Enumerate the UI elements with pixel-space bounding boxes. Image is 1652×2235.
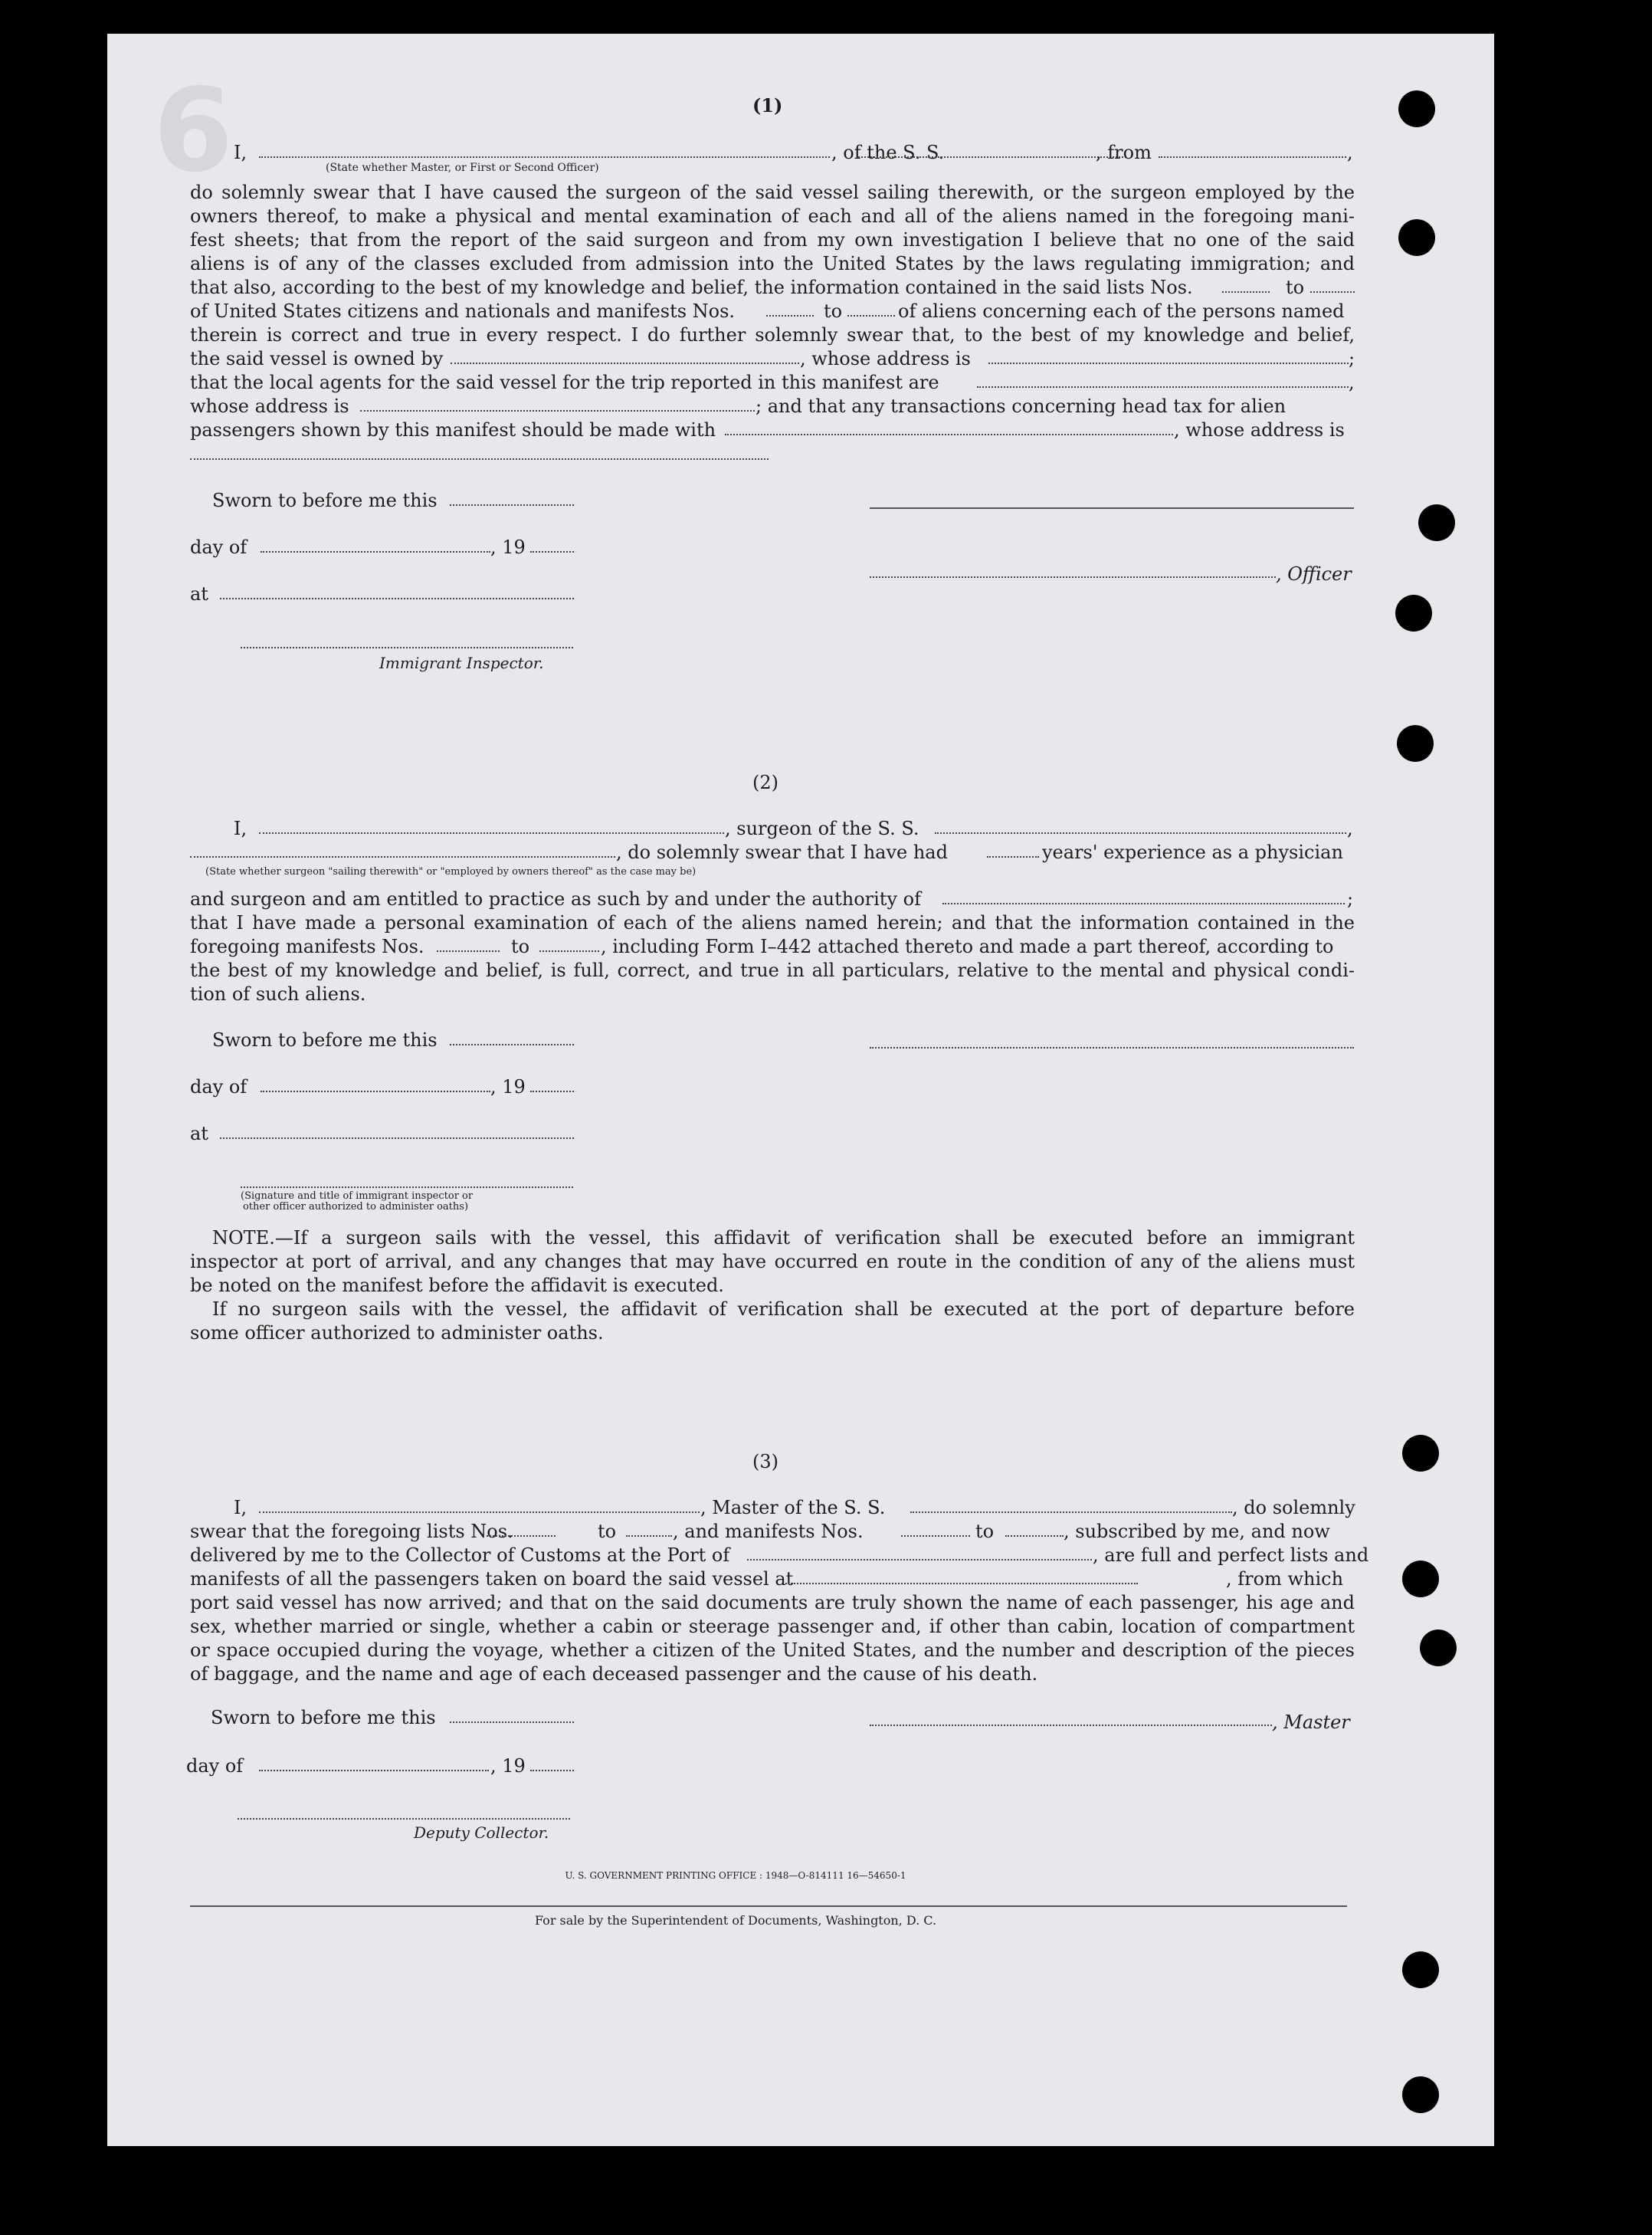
lists-from-field[interactable] [1222, 291, 1270, 293]
lists-from-field[interactable] [487, 1535, 556, 1537]
day-of-label: day of [190, 1076, 247, 1098]
paragraph-line: tion of such aliens. [190, 983, 366, 1005]
paragraph-line: fest sheets; that from the report of the said surgeon and from my own investigation I believe that no one of the said [190, 229, 1355, 251]
paragraph-line: aliens is of any of the classes excluded from admission into the United States by the laws regulating immigration; and [190, 253, 1355, 274]
to-label: to [598, 1521, 617, 1542]
section-1-heading: (1) [752, 94, 783, 117]
deputy-caption: Deputy Collector. [414, 1823, 549, 1842]
master-of-label: , Master of the S. S. [700, 1497, 886, 1518]
officer-signature-line[interactable] [870, 507, 1354, 509]
punch-hole [1402, 1951, 1439, 1988]
punch-hole [1420, 1629, 1457, 1666]
head-tax-party-field[interactable] [725, 434, 1173, 435]
note-line: If no surgeon sails with the vessel, the affidavit of verification shall be executed at the port of departure before [212, 1298, 1355, 1320]
years-field[interactable] [987, 856, 1039, 858]
manifests-to-field[interactable] [1005, 1535, 1064, 1537]
of-ss-label: , of the S. S. [831, 142, 945, 163]
manifests-from-field[interactable] [437, 950, 500, 952]
signature-caption: other officer authorized to administer oaths) [242, 1201, 469, 1213]
section-2-heading: (2) [752, 772, 778, 793]
punch-hole [1402, 1561, 1439, 1597]
embark-port-field[interactable] [785, 1583, 1138, 1584]
section-3-heading: (3) [752, 1451, 778, 1472]
authority-field[interactable] [942, 903, 1345, 904]
day-of-label: day of [190, 537, 247, 558]
lists-to-field[interactable] [1310, 291, 1355, 293]
sworn-label: Sworn to before me this [212, 1029, 438, 1051]
master-label: , Master [1272, 1712, 1350, 1733]
faint-stamp: 6 [153, 64, 234, 198]
comma: , [1347, 818, 1353, 839]
at-label: at [190, 1123, 208, 1144]
master-signature-field[interactable] [870, 1725, 1272, 1726]
manifests-all-label: manifests of all the passengers taken on board the said vessel at [190, 1568, 794, 1590]
sworn-day-field[interactable] [450, 504, 574, 506]
to-label: to [824, 300, 843, 322]
inspector-signature-field[interactable] [241, 1186, 573, 1188]
year-label: , 19 [490, 1755, 526, 1777]
agents-address-field[interactable] [360, 410, 755, 412]
surgeon-name-field[interactable] [259, 832, 724, 834]
sworn-day-field[interactable] [450, 1721, 574, 1723]
paragraph-line: owners thereof, to make a physical and mental examination of each and all of the aliens named in the foregoing mani- [190, 205, 1355, 227]
ship-name-field[interactable] [935, 832, 1346, 834]
sworn-label: Sworn to before me this [211, 1707, 436, 1728]
foregoing-label: foregoing manifests Nos. [190, 936, 424, 957]
punch-hole [1402, 2076, 1439, 2113]
semicolon: ; [1347, 888, 1354, 910]
officer-label: , Officer [1276, 563, 1352, 585]
month-field[interactable] [261, 551, 490, 553]
paragraph-line: sex, whether married or single, whether a cabin or steerage passenger and, if other than cabin, location of compartment [190, 1616, 1355, 1637]
paragraph-line: do solemnly swear that I have caused the surgeon of the said vessel sailing therewith, or the surgeon employed by the [190, 182, 1355, 203]
to-label: to [1286, 277, 1305, 298]
paragraph-line: or space occupied during the voyage, whether a citizen of the United States, and the number and description of the pieces [190, 1639, 1355, 1661]
surgeon-caption: (State whether surgeon "sailing therewith" or "employed by owners thereof" as the case may be) [205, 866, 697, 878]
and-manifests-label: , and manifests Nos. [673, 1521, 864, 1542]
surgeon-type-field[interactable] [190, 856, 615, 858]
paragraph-line: that also, according to the best of my knowledge and belief, the information contained in the said lists Nos. [190, 277, 1193, 298]
rank-caption: (State whether Master, or First or Second Officer) [326, 162, 599, 174]
address-label: , whose address is [800, 348, 971, 369]
swear-lists-label: swear that the foregoing lists Nos. [190, 1521, 513, 1542]
including-label: , including Form I–442 attached thereto and made a part thereof, according to [601, 936, 1334, 957]
note-line: be noted on the manifest before the affidavit is executed. [190, 1275, 724, 1296]
owner-field[interactable] [451, 363, 799, 364]
note-line: inspector at port of arrival, and any changes that may have occurred en route in the condition of any of the aliens must [190, 1251, 1355, 1272]
do-solemnly-label: , do solemnly [1232, 1497, 1355, 1518]
signature-caption: (Signature and title of immigrant inspector or [241, 1190, 474, 1202]
manifests-from-field[interactable] [901, 1535, 970, 1537]
comma: , [1349, 372, 1355, 393]
day-of-label: day of [186, 1755, 244, 1777]
deputy-signature-field[interactable] [238, 1818, 570, 1820]
years-label: years' experience as a physician [1042, 842, 1343, 863]
local-agents-label: that the local agents for the said vessel for the trip reported in this manifest are [190, 372, 939, 393]
i-label: I, [234, 1497, 247, 1518]
port-field[interactable] [747, 1559, 1092, 1561]
address-label: whose address is [190, 395, 349, 417]
local-agents-field[interactable] [977, 386, 1349, 388]
subscribed-label: , subscribed by me, and now [1064, 1521, 1330, 1542]
inspector-caption: Immigrant Inspector. [379, 654, 544, 672]
month-field[interactable] [261, 1091, 490, 1092]
i-label: I, [234, 142, 247, 163]
surgeon-of-label: , surgeon of the S. S. [725, 818, 919, 839]
punch-hole [1402, 1435, 1439, 1472]
to-label: to [511, 936, 530, 957]
place-field[interactable] [220, 598, 574, 599]
passengers-label: passengers shown by this manifest should be made with [190, 419, 716, 441]
footer-divider [190, 1905, 1347, 1907]
delivered-label: delivered by me to the Collector of Customs at the Port of [190, 1544, 730, 1566]
surgeon-signature-field[interactable] [870, 1047, 1354, 1049]
place-field[interactable] [220, 1137, 574, 1139]
paragraph-line: the best of my knowledge and belief, is full, correct, and true in all particulars, relative to the mental and physical condi- [190, 960, 1355, 981]
paragraph-line: of United States citizens and nationals and manifests Nos. [190, 300, 736, 322]
officer-name-field[interactable] [870, 576, 1276, 578]
paragraph-line: that I have made a personal examination of each of the aliens named herein; and that the information contained in the [190, 912, 1355, 934]
year-field[interactable] [530, 551, 574, 553]
i-label: I, [234, 818, 247, 839]
year-field[interactable] [530, 1770, 574, 1771]
owner-address-field[interactable] [988, 363, 1349, 364]
master-name-field[interactable] [259, 1511, 700, 1513]
note-line: some officer authorized to administer oaths. [190, 1322, 604, 1344]
sworn-day-field[interactable] [450, 1044, 574, 1045]
from-port-field[interactable] [1159, 156, 1346, 158]
punch-hole [1398, 90, 1435, 127]
printing-office-line: U. S. GOVERNMENT PRINTING OFFICE : 1948—O-814111 16—54650-1 [565, 1870, 906, 1881]
inspector-signature-field[interactable] [241, 647, 573, 648]
lists-to-field[interactable] [626, 1535, 672, 1537]
manifests-to-field[interactable] [847, 315, 895, 317]
from-label: , from [1096, 142, 1152, 163]
form-page [107, 34, 1494, 2146]
ship-name-field[interactable] [910, 1511, 1232, 1513]
manifests-from-field[interactable] [766, 315, 814, 317]
of-aliens-label: of aliens concerning each of the persons named [898, 300, 1345, 322]
from-which-label: , from which [1226, 1568, 1344, 1590]
head-tax-address-field[interactable] [190, 458, 769, 460]
swear-label: , do solemnly swear that I have had [616, 842, 948, 863]
paragraph-line: port said vessel has now arrived; and that on the said documents are truly shown the name of each passenger, his age and [190, 1592, 1355, 1613]
for-sale-line: For sale by the Superintendent of Documents, Washington, D. C. [534, 1913, 937, 1928]
punch-hole [1398, 219, 1435, 256]
punch-hole [1397, 725, 1434, 762]
paragraph-line: therein is correct and true in every respect. I do further solemnly swear that, to the best of my knowledge and belief, [190, 324, 1355, 346]
owned-by-label: the said vessel is owned by [190, 348, 444, 369]
ship-name-field[interactable] [858, 156, 1126, 158]
year-label: , 19 [490, 1076, 526, 1098]
address-label: , whose address is [1174, 419, 1345, 441]
year-field[interactable] [530, 1091, 574, 1092]
paragraph-line: of baggage, and the name and age of each deceased passenger and the cause of his death. [190, 1663, 1038, 1685]
sworn-label: Sworn to before me this [212, 490, 438, 511]
semicolon: ; [1349, 348, 1355, 369]
note-line: NOTE.—If a surgeon sails with the vessel, this affidavit of verification shall be executed before an immigrant [212, 1227, 1355, 1249]
full-perfect-label: , are full and perfect lists and [1093, 1544, 1369, 1566]
at-label: at [190, 583, 208, 605]
month-field[interactable] [259, 1770, 489, 1771]
authority-label: and surgeon and am entitled to practice as such by and under the authority of [190, 888, 921, 910]
head-tax-label: ; and that any transactions concerning head tax for alien [756, 395, 1287, 417]
year-label: , 19 [490, 537, 526, 558]
comma: , [1347, 142, 1353, 163]
punch-hole [1395, 595, 1432, 632]
manifests-to-field[interactable] [539, 950, 599, 952]
punch-hole [1418, 504, 1455, 541]
to-label: to [975, 1521, 995, 1542]
